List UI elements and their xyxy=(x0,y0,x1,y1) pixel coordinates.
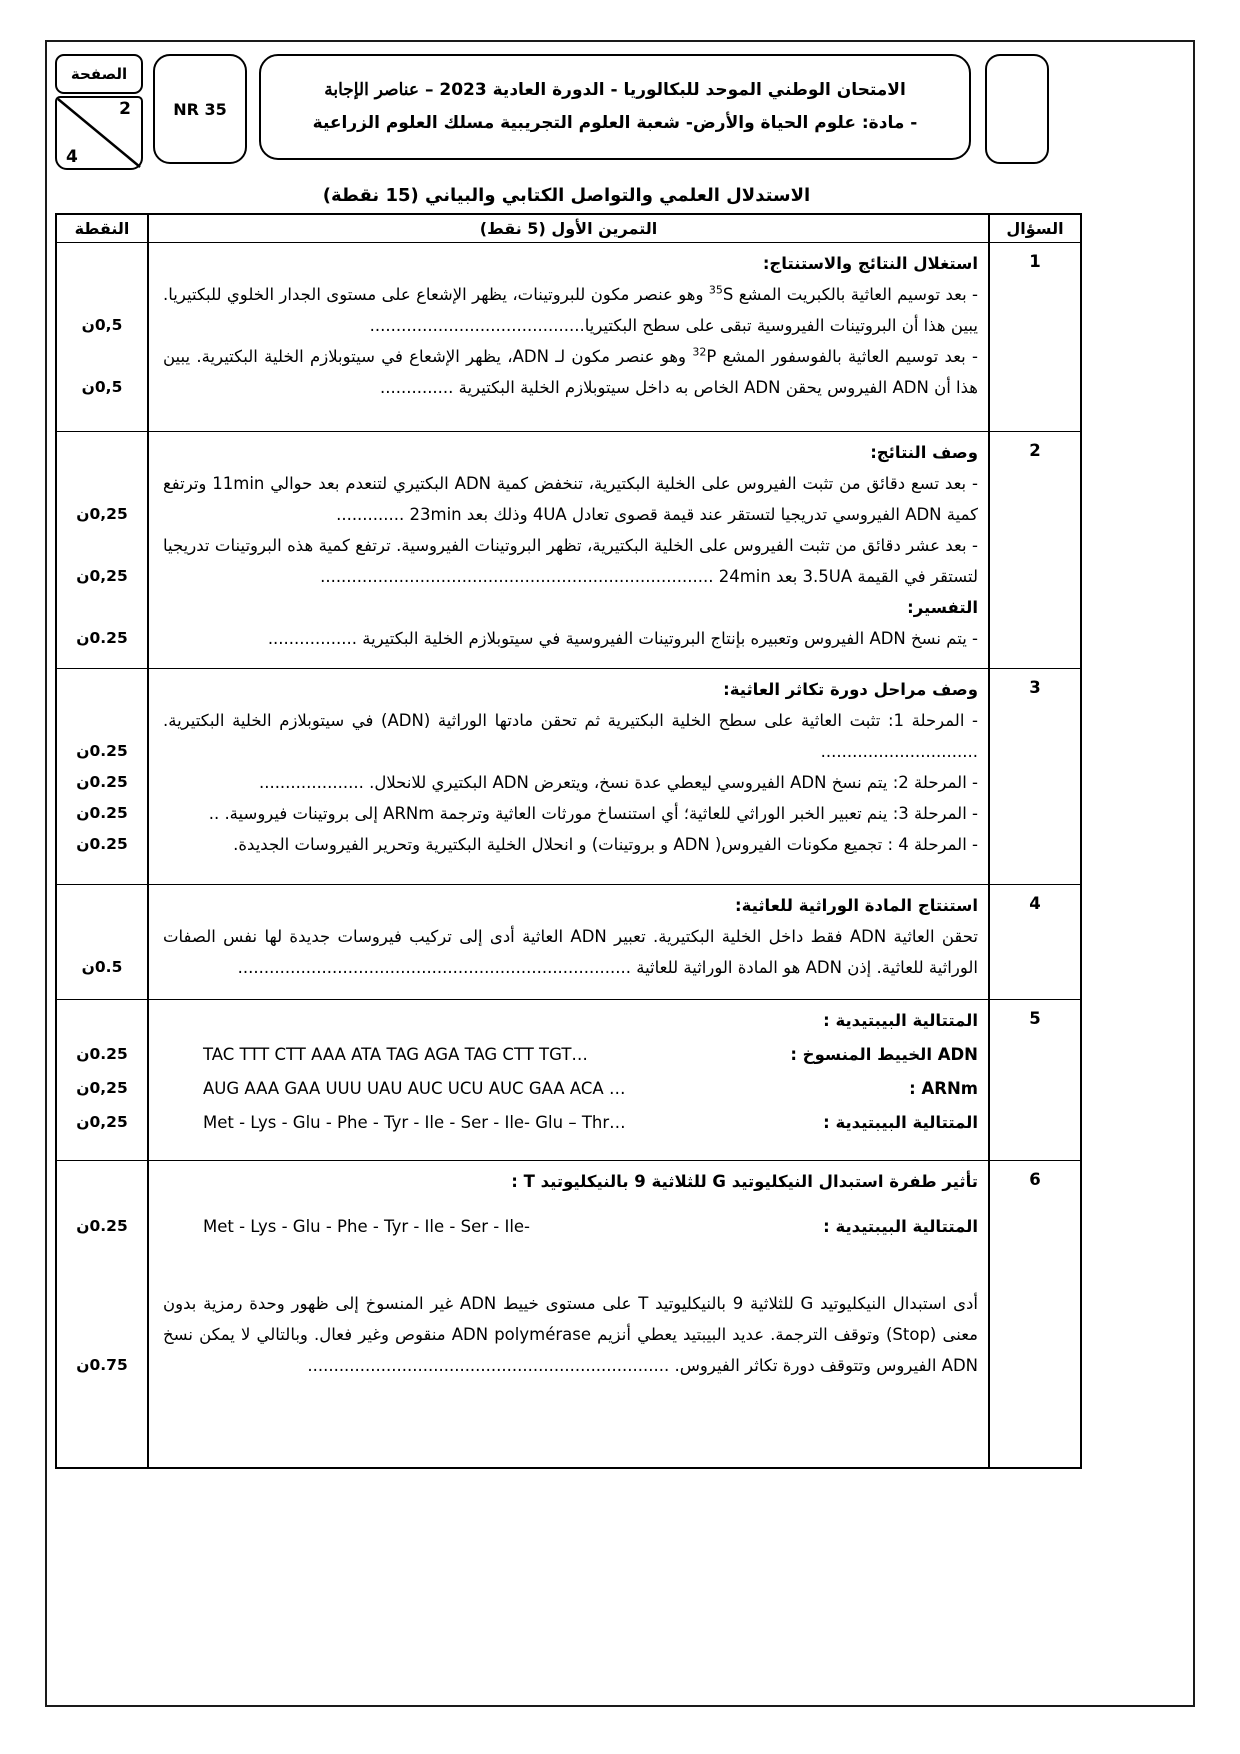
answer-paragraph: - المرحلة 2: يتم نسخ ADN الفيروسي ليعطي عدة نسخ، ويتعرض ADN البكتيري للانحلال. .................... xyxy=(258,773,978,792)
exam-title-line2: - مادة: علوم الحياة والأرض- شعبة العلوم التجريبية مسلك العلوم الزراعية xyxy=(312,113,918,133)
question-number: 4 xyxy=(1029,894,1041,913)
question-number: 1 xyxy=(1029,252,1041,271)
score-value: 0.25ن xyxy=(76,773,128,791)
score-value: 0.75ن xyxy=(76,1356,128,1374)
answer-paragraph: أدى استبدال النيكليوتيد G للثلاثية 9 بالنيكليوتيد T على مستوى خييط ADN غير المنسوخ إلى ظهور وحدة رمزية بدون معنى (Stop) وتوقف الترجمة. عديد البيبتيد يعطي أنزيم ADN polymérase منقوص وغير فعال. وبالتالي لا يمكن نسخ ADN الفيروس وتتوقف دورة تكاثر الفيروس. ..................................................................... xyxy=(163,1294,978,1375)
sequence-line xyxy=(147,1211,990,1242)
table-row-q6 xyxy=(57,1160,1080,1467)
sequence-value: AUG AAA GAA UUU UAU AUC UCU AUC GAA ACA … xyxy=(203,1079,626,1098)
question-number: 3 xyxy=(1029,678,1041,697)
page-total: 4 xyxy=(66,147,78,167)
score-value: 0,25ن xyxy=(76,1079,128,1097)
column-divider xyxy=(988,215,990,242)
table-row-q4 xyxy=(57,884,1080,999)
column-divider xyxy=(147,243,149,431)
page-label-box xyxy=(55,54,143,94)
column-divider xyxy=(147,885,149,999)
score-value: 0,5ن xyxy=(81,316,123,334)
answer-heading: استغلال النتائج والاستنتاج: xyxy=(762,254,978,273)
column-divider xyxy=(988,669,990,884)
column-divider xyxy=(988,885,990,999)
answer-paragraph: - المرحلة 4 : تجميع مكونات الفيروس( ADN و بروتينات) و انحلال الخلية البكتيرية وتحرير الفيروسات الجديدة. xyxy=(233,835,978,854)
score-value: 0,5ن xyxy=(81,378,123,396)
answer-paragraph: - المرحلة 3: ينم تعبير الخبر الوراثي للعاثية؛ أي استنساخ مورثات العاثية وترجمة ARNm إلى بروتينات فيروسية. .. xyxy=(208,804,978,823)
answer-elements-logo: عناصر الإجابة xyxy=(324,79,420,100)
answer-paragraph: - يتم نسخ ADN الفيروس وتعبيره بإنتاج البروتينات الفيروسية في سيتوبلازم الخلية البكتيرية ................. xyxy=(267,629,978,648)
column-header-question: السؤال xyxy=(1006,219,1064,238)
score-value: 0.25ن xyxy=(76,742,128,760)
page-fraction-box xyxy=(55,96,143,170)
header-empty-box xyxy=(985,54,1049,164)
exam-reference-box xyxy=(153,54,247,164)
answer-heading: تأثير طفرة استبدال النيكليوتيد G للثلاثية 9 بالنيكليوتيد T : xyxy=(511,1172,978,1191)
table-row-q3 xyxy=(57,668,1080,884)
score-empty xyxy=(57,1166,147,1197)
score-value: 0.5ن xyxy=(81,958,123,976)
answer-heading: وصف النتائج: xyxy=(870,443,978,462)
page-label: الصفحة xyxy=(70,65,128,83)
score-empty xyxy=(57,890,147,921)
sequence-label: المتتالية البيبتيدية : xyxy=(823,1113,978,1132)
score-value: 0,25ن xyxy=(76,505,128,523)
sequence-label: ADN الخييط المنسوخ : xyxy=(790,1045,978,1064)
answer-paragraph: تحقن العاثية ADN فقط داخل الخلية البكتيرية. تعبير ADN العاثية أدى إلى تركيب فيروسات جديدة لها نفس الصفات الوراثية للعاثية. إذن ADN هو المادة الوراثية للعاثية ........................................................................... xyxy=(163,927,978,977)
question-number: 6 xyxy=(1029,1170,1041,1189)
exam-title-main: الامتحان الوطني الموحد للبكالوريا - الدورة العادية 2023 – xyxy=(424,79,906,100)
score-value: 0,25ن xyxy=(76,567,128,585)
table-header-row xyxy=(57,215,1080,243)
table-body xyxy=(57,243,1080,1467)
answers-table xyxy=(55,213,1082,1469)
exam-reference: NR 35 xyxy=(173,99,227,119)
score-empty xyxy=(57,1005,147,1036)
table-row-q1 xyxy=(57,243,1080,431)
column-divider xyxy=(988,243,990,431)
score-empty xyxy=(57,592,147,623)
score-value: 0.25ن xyxy=(76,1217,128,1235)
answer-paragraph: - بعد توسيم العاثية بالكبريت المشع $^{35}$S وهو عنصر مكون للبروتينات، يظهر الإشعاع على مستوى الجدار الخلوي للبكتيريا. يبين هذا أن البروتينات الفيروسية تبقى على سطح البكتيريا......................................... xyxy=(163,283,978,335)
answer-heading: استنتاج المادة الوراثية للعاثية: xyxy=(735,896,978,915)
answer-paragraph: - المرحلة 1: تثبت العاثية على سطح الخلية البكتيرية ثم تحقن مادتها الوراثية (ADN) في سيتوبلازم الخلية البكتيرية. .............................. xyxy=(163,711,978,761)
column-divider xyxy=(147,1000,149,1160)
score-empty xyxy=(57,674,147,705)
sequence-value: TAC TTT CTT AAA ATA TAG AGA TAG CTT TGT… xyxy=(203,1045,588,1064)
sequence-value: Met - Lys - Glu - Phe - Tyr - Ile - Ser - Ile- xyxy=(203,1217,531,1236)
isotope-superscript: 32 xyxy=(692,345,707,359)
score-value: 0,25ن xyxy=(76,1113,128,1131)
sequence-line xyxy=(147,1107,990,1138)
column-divider xyxy=(147,669,149,884)
sequence-line xyxy=(147,1039,990,1070)
column-divider xyxy=(147,215,149,242)
sequence-value: Met - Lys - Glu - Phe - Tyr - Ile - Ser - Ile- Glu – Thr… xyxy=(203,1113,626,1132)
isotope-superscript: 35 xyxy=(708,283,723,297)
answer-paragraph: - بعد توسيم العاثية بالفوسفور المشع $^{32}$P وهو عنصر مكون لـ ADN، يظهر الإشعاع في سيتوبلازم الخلية البكتيرية. يبين هذا أن ADN الفيروس يحقن ADN الخاص به داخل سيتوبلازم الخلية البكتيرية .............. xyxy=(163,345,978,397)
score-value: 0.25ن xyxy=(76,629,128,647)
score-empty xyxy=(57,437,147,468)
score-value: 0.25ن xyxy=(76,1045,128,1063)
column-divider xyxy=(147,432,149,668)
answer-paragraph: - بعد تسع دقائق من تثبت الفيروس على الخلية البكتيرية، تنخفض كمية ADN البكتيري لتنعدم بعد حوالي 11min وترتفع كمية ADN الفيروسي تدريجيا لتستقر عند قيمة قصوى تعادل 4UA وذلك بعد 23min ............. xyxy=(163,474,978,524)
answer-heading: التفسير: xyxy=(907,598,978,617)
exam-title-line1 xyxy=(324,74,906,107)
column-header-score: النقطة xyxy=(74,219,130,238)
sequence-label: المتتالية البيبتيدية : xyxy=(823,1217,978,1236)
table-row-q2 xyxy=(57,431,1080,668)
document-header xyxy=(55,54,1049,170)
page-current: 2 xyxy=(119,99,131,119)
score-value: 0.25ن xyxy=(76,835,128,853)
section-title: الاستدلال العلمي والتواصل الكتابي والبياني (15 نقطة) xyxy=(322,185,811,206)
column-divider xyxy=(147,1161,149,1467)
column-divider xyxy=(988,432,990,668)
table-row-q5 xyxy=(57,999,1080,1160)
sequence-line xyxy=(147,1073,990,1104)
answer-paragraph: - بعد عشر دقائق من تثبت الفيروس على الخلية البكتيرية، تظهر البروتينات الفيروسية. ترتفع كمية هذه البروتينات تدريجيا لتستقر في القيمة 3.5UA بعد 24min ........................................................................... xyxy=(163,536,978,586)
exam-title-box xyxy=(259,54,971,160)
answer-heading: وصف مراحل دورة تكاثر العاثية: xyxy=(723,680,978,699)
question-number: 2 xyxy=(1029,441,1041,460)
column-divider xyxy=(988,1000,990,1160)
score-empty xyxy=(57,248,147,279)
question-number: 5 xyxy=(1029,1009,1041,1028)
column-header-exercise: التمرين الأول (5 نقط) xyxy=(479,219,658,238)
sequence-label: ARNm : xyxy=(909,1079,978,1098)
page-number-box xyxy=(55,54,143,170)
score-value: 0.25ن xyxy=(76,804,128,822)
answer-heading: المتتالية البيبتيدية : xyxy=(823,1011,978,1030)
column-divider xyxy=(988,1161,990,1467)
